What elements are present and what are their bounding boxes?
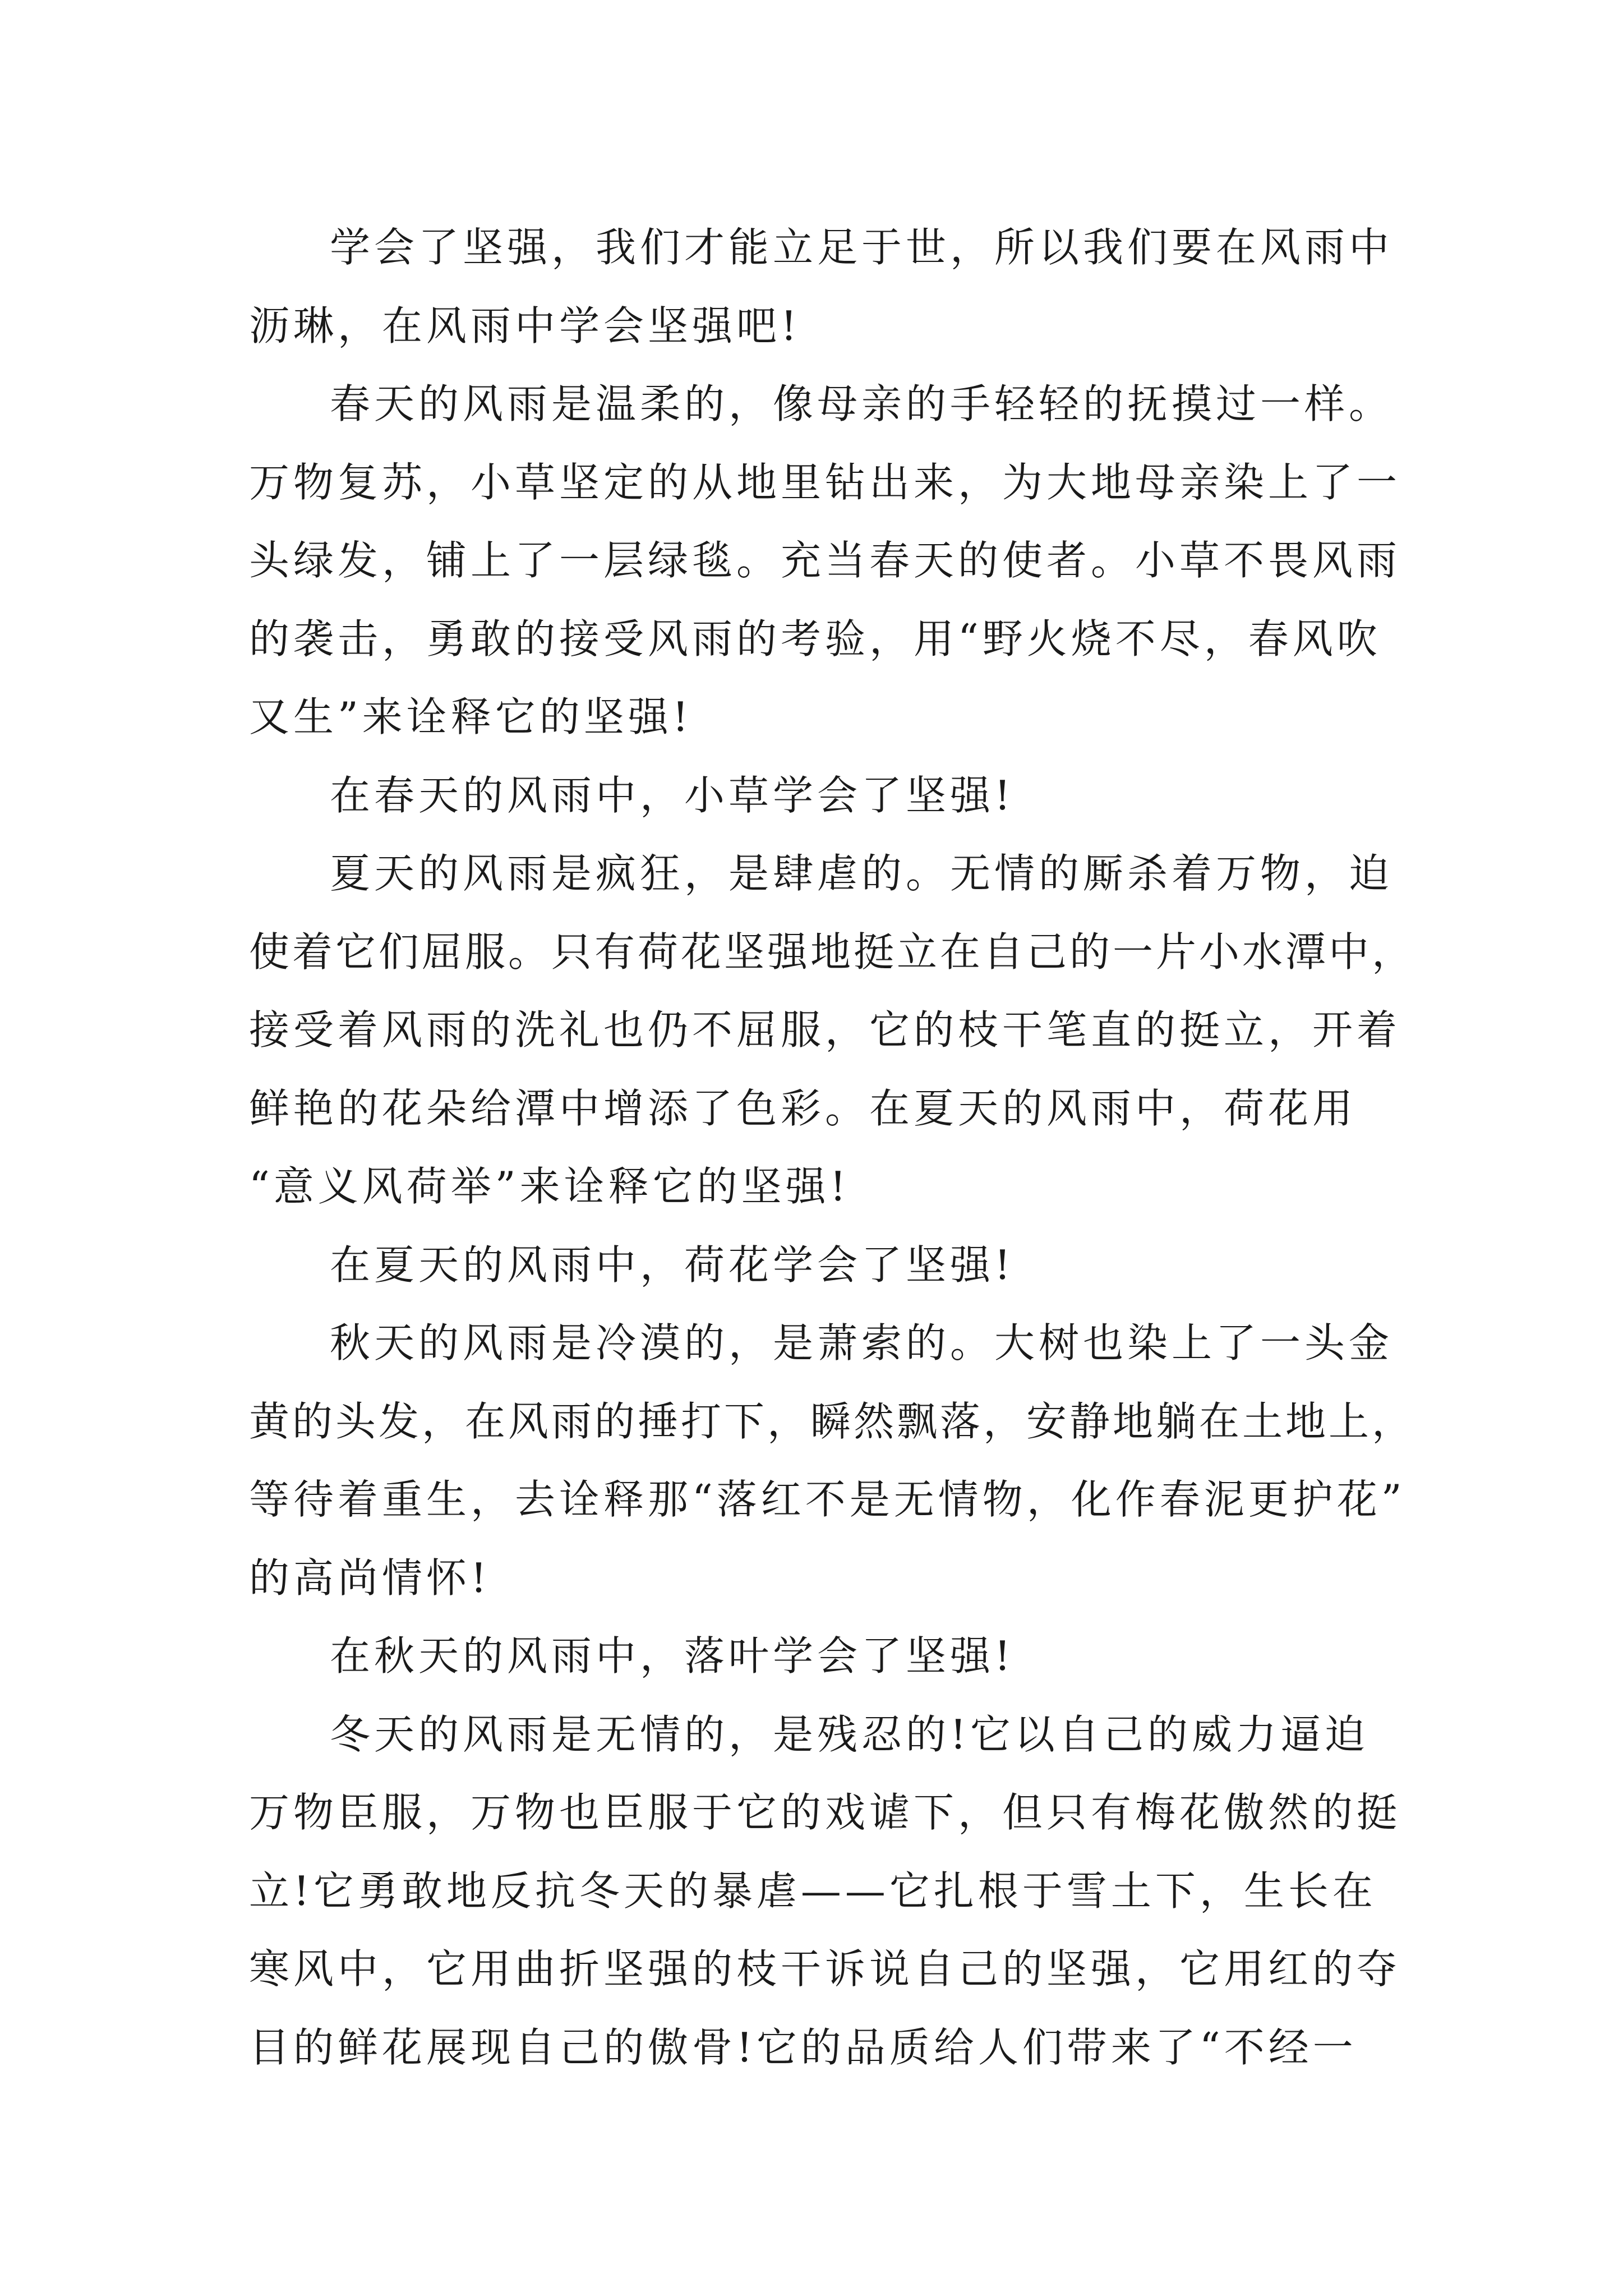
- text-line: 万物臣服，万物也臣服于它的戏谑下，但只有梅花傲然的挺: [249, 1789, 1401, 1836]
- text-line: 的高尚情怀!: [249, 1554, 491, 1602]
- text-line: 立!它勇敢地反抗冬天的暴虐——它扎根于雪土下，生长在: [249, 1867, 1377, 1915]
- text-line: 冬天的风雨是无情的，是残忍的!它以自己的威力逼迫: [330, 1710, 1369, 1758]
- essay-body: [249, 209, 1415, 2087]
- text-line: 使着它们屈服。只有荷花坚强地挺立在自己的一片小水潭中，: [249, 928, 1415, 976]
- text-line: 等待着重生，去诠释那“落红不是无情物，化作春泥更护花”: [249, 1476, 1406, 1523]
- text-line: 在春天的风雨中，小草学会了坚强!: [330, 771, 1015, 819]
- text-line: 沥琳，在风雨中学会坚强吧!: [249, 302, 801, 349]
- text-line: 黄的头发，在风雨的捶打下，瞬然飘落，安静地躺在土地上，: [249, 1397, 1415, 1445]
- text-line: 万物复苏，小草坚定的从地里钻出来，为大地母亲染上了一: [249, 458, 1401, 506]
- text-line: 在夏天的风雨中，荷花学会了坚强!: [330, 1241, 1015, 1289]
- text-line: 寒风中，它用曲折坚强的枝干诉说自己的坚强，它用红的夺: [249, 1945, 1401, 1993]
- text-line: 在秋天的风雨中，落叶学会了坚强!: [330, 1632, 1015, 1680]
- text-line: 的袭击，勇敢的接受风雨的考验，用“野火烧不尽，春风吹: [249, 615, 1381, 662]
- text-line: 学会了坚强，我们才能立足于世，所以我们要在风雨中: [330, 224, 1394, 271]
- text-line: 头绿发，铺上了一层绿毯。充当春天的使者。小草不畏风雨: [249, 537, 1401, 584]
- text-line: 目的鲜花展现自己的傲骨!它的品质给人们带来了“不经一: [249, 2023, 1357, 2071]
- text-line: 鲜艳的花朵给潭中增添了色彩。在夏天的风雨中，荷花用: [249, 1084, 1357, 1132]
- text-line: “意义风荷举”来诠释它的坚强!: [249, 1163, 850, 1210]
- text-line: 夏天的风雨是疯狂，是肆虐的。无情的厮杀着万物，迫: [330, 850, 1394, 897]
- text-line: 秋天的风雨是冷漠的，是萧索的。大树也染上了一头金: [330, 1319, 1394, 1366]
- text-line: 春天的风雨是温柔的，像母亲的手轻轻的抚摸过一样。: [330, 380, 1394, 427]
- text-line: 接受着风雨的洗礼也仍不屈服，它的枝干笔直的挺立，开着: [249, 1006, 1401, 1053]
- text-line: 又生”来诠释它的坚强!: [249, 693, 693, 740]
